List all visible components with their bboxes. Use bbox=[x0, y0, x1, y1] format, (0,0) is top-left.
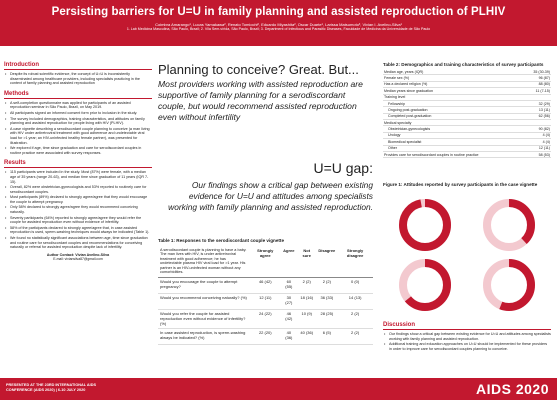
table-cell: 28 (25) bbox=[316, 309, 337, 328]
results-heading: Results bbox=[4, 160, 152, 168]
aids-2020-logo: AIDS 2020 bbox=[476, 381, 549, 397]
row-label: Ongoing post-graduation bbox=[383, 107, 524, 113]
table-cell: 12 (11) bbox=[250, 293, 281, 309]
table-cell: 14 (13) bbox=[337, 293, 373, 309]
results-list bbox=[4, 170, 152, 250]
table-row bbox=[158, 277, 373, 293]
table-cell: 46 (42) bbox=[250, 277, 281, 293]
author-contact: Author Contact: Vivian Avelino-Silva bbox=[46, 252, 110, 257]
author-list: Coimbra Amarango¹, Lucas Yamakawa², Renato Tomiochi², Eduardo Miyashita², Oscar Duarte¹, Larissa Matsumoto³, Vivian I. Avelino-Silva¹ bbox=[155, 22, 402, 27]
column-header: Not sure bbox=[297, 246, 316, 277]
results-section bbox=[4, 160, 152, 261]
affiliations: 1. Lab Medicina Masculina, São Paulo, Brazil; 2. Vila Sem-vírida, São Paulo, Brazil; 3. Department of Infectious and Parasitic Diseases, Faculdade de Medicina da Universidade de São Paulo bbox=[126, 27, 431, 31]
table2-title: Table 2: Demographics and training characteristics of survey participants bbox=[383, 62, 544, 67]
responses-table bbox=[158, 246, 373, 345]
row-value: 90 (82) bbox=[524, 126, 551, 132]
list-item: • Most participants (89%) declared to strongly agree/agree that they would encourage the couple to attempt pregnancy. bbox=[10, 195, 152, 204]
row-value: 88 (80) bbox=[524, 81, 551, 87]
table-cell: 2 (2) bbox=[337, 328, 373, 344]
methods-list bbox=[4, 101, 152, 156]
row-label: Median age, years (IQR) bbox=[383, 69, 524, 75]
gap-heading: U=U gap: bbox=[313, 160, 373, 176]
table-cell: 6 (5) bbox=[316, 328, 337, 344]
question-cell: In case assisted reproduction, is sperm-washing always be indicated? (%) bbox=[158, 328, 250, 344]
row-value: 32 (29) bbox=[524, 100, 551, 106]
right-column bbox=[383, 62, 551, 158]
table-cell: 22 (20) bbox=[250, 328, 281, 344]
list-item: • We found no statistically significant associations between age, time since graduation and routine care for serodiscordant couples and recommendations for conceiving naturally or referral for assisted reproduction despite lack of infertility. bbox=[10, 236, 152, 250]
table1-title: Table 1: Responses to the serodiscordant couple vignette bbox=[158, 238, 285, 243]
row-label: Other bbox=[383, 145, 524, 151]
table-row bbox=[158, 309, 373, 328]
row-value: 96 (87) bbox=[524, 75, 551, 81]
row-value: 11 (7-15) bbox=[524, 88, 551, 94]
column-header: Strongly agree bbox=[250, 246, 281, 277]
donut-segment bbox=[403, 203, 447, 247]
row-label: Female sex (%) bbox=[383, 75, 524, 81]
poster-footer bbox=[0, 378, 557, 400]
row-label: Has a declared religion (%) bbox=[383, 81, 524, 87]
figure1-donut-charts bbox=[383, 195, 551, 315]
conference-note: PRESENTED AT THE 23RD INTERNATIONAL AIDS CONFERENCE (AIDS 2020) | 6-10 JULY 2020 bbox=[6, 383, 97, 392]
table-row bbox=[158, 246, 373, 277]
row-label: Medical specialty bbox=[383, 120, 524, 126]
author-email[interactable]: E-mail: viviansilva87@gmail.com bbox=[53, 256, 103, 261]
discussion-heading: Discussion bbox=[383, 322, 551, 330]
row-value: 12 (11) bbox=[524, 145, 551, 151]
list-item: • Our findings show a critical gap between existing evidence for U=U and attitudes among specialists working with family planning and assisted reproduction. bbox=[389, 332, 551, 341]
row-label: Obstetrician-gynecologists bbox=[383, 126, 524, 132]
introduction-list bbox=[4, 72, 152, 86]
table-cell: 2 (2) bbox=[337, 309, 373, 328]
row-value: 13 (11) bbox=[524, 107, 551, 113]
question-cell: Would you recommend conceiving naturally? (%) bbox=[158, 293, 250, 309]
column-header: Strongly disagree bbox=[337, 246, 373, 277]
discussion-section bbox=[383, 322, 551, 352]
row-label: Training level bbox=[383, 94, 524, 100]
table-cell: 60 (55) bbox=[281, 277, 298, 293]
demographics-table bbox=[383, 69, 551, 158]
poster-title: Persisting barriers for U=U in family planning and assisted reproduction of PLHIV bbox=[51, 6, 506, 18]
list-item: • Additional training and education approaches on U=U should be implemented for these providers in order to improve care for serodiscordant couples planning to conceive. bbox=[389, 342, 551, 351]
list-item: • A case vignette describing a serodiscordant couple planning to conceive (a man living with HIV under antiretroviral treatment with good adherence and undetectable viral load for >1 year; an HIV-uninfected healthy female partner), was presented for illustration. bbox=[10, 127, 152, 145]
table-cell: 0 (0) bbox=[337, 277, 373, 293]
methods-section bbox=[4, 91, 152, 156]
question-cell: Would you refer the couple for assisted reproduction even without evidence of infertility? (%) bbox=[158, 309, 250, 328]
row-label: Completed post-graduation bbox=[383, 113, 524, 119]
row-value: 58 (53) bbox=[524, 151, 551, 157]
methods-heading: Methods bbox=[4, 91, 152, 99]
list-item: • 115 participants were included in the study. Most (87%) were female, with a median age of 35 years (range 20-63), and median time since graduation of 11 years (IQR 7-15). bbox=[10, 170, 152, 184]
table-cell: 46 (42) bbox=[281, 309, 298, 328]
figure1-title: Figure 1: Attitudes reported by survey participants in the case vignette bbox=[383, 182, 538, 187]
table-cell: 18 (16) bbox=[297, 293, 316, 309]
row-value: 4 (4) bbox=[524, 139, 551, 145]
list-item: • All participants signed an informed consent form prior to inclusion in the study. bbox=[10, 111, 152, 116]
left-column bbox=[4, 62, 152, 266]
row-value: 35 (30-39) bbox=[524, 69, 551, 75]
table-cell: 40 (36) bbox=[281, 328, 298, 344]
list-item: • We explored if age, time since graduation and care for serodiscordant couples in routine practice were associated with survey responses. bbox=[10, 146, 152, 155]
row-label: Provides care for serodiscordant couples in routine practice bbox=[383, 151, 524, 157]
list-item: • 58% of the participants declared to strongly agree/agree that, in case assisted reproduction is used, sperm-washing techniques would always be indicated (Table 1). bbox=[10, 226, 152, 235]
table-cell: 2 (2) bbox=[297, 277, 316, 293]
list-item: • The survey included demographics, training characteristics, and attitudes on family planning and assisted reproduction for people living with HIV (PLHIV). bbox=[10, 117, 152, 126]
row-value: 4 (4) bbox=[524, 132, 551, 138]
row-label: Fellowship bbox=[383, 100, 524, 106]
gap-message: Our findings show a critical gap between existing evidence for U=U and attitudes among specialists working with family planning and assisted reproduction. bbox=[168, 180, 373, 212]
list-item: • Overall, 82% were obstetrician-gynecologists and 53% reported to routinely care for serodiscordant couples. bbox=[10, 185, 152, 194]
table-cell: 10 (9) bbox=[297, 309, 316, 328]
introduction-section bbox=[4, 62, 152, 86]
table-cell: 2 (2) bbox=[316, 277, 337, 293]
vignette-text: A serodiscordant couple is planning to have a baby. The man lives with HIV, is under antiretroviral treatment with good adherence; he has undetectable plasma HIV viral load for >1 year. His partner is an HIV-uninfected woman without any comorbidities. bbox=[158, 246, 250, 277]
table-cell: 24 (22) bbox=[250, 309, 281, 328]
poster-header bbox=[0, 0, 557, 46]
table-row bbox=[383, 151, 551, 157]
discussion-list bbox=[383, 332, 551, 351]
row-label: Median years since graduation bbox=[383, 88, 524, 94]
introduction-heading: Introduction bbox=[4, 62, 152, 70]
list-item: • A self-completion questionnaire was applied for participants of an assisted reproduction seminar in São Paulo, Brazil, on May 2019. bbox=[10, 101, 152, 110]
row-label: Urology bbox=[383, 132, 524, 138]
table-row bbox=[158, 328, 373, 344]
column-header: Agree bbox=[281, 246, 298, 277]
list-item: • Seventy participants (64%) reported to strongly agree/agree they would refer the couple for assisted reproduction even without evidence of infertility. bbox=[10, 216, 152, 225]
table-cell: 30 (27) bbox=[281, 293, 298, 309]
table-cell: 40 (36) bbox=[297, 328, 316, 344]
row-label: Biomedical specialist bbox=[383, 139, 524, 145]
table-cell: 36 (33) bbox=[316, 293, 337, 309]
table-row bbox=[158, 293, 373, 309]
column-header: Disagree bbox=[316, 246, 337, 277]
headline: Planning to conceive? Great. But... bbox=[158, 62, 359, 77]
row-value: 62 (56) bbox=[524, 113, 551, 119]
list-item: • Despite its robust scientific evidence, the concept of U=U is inconsistently disseminated among healthcare providers, including specialists practicing in the context of family planning and assisted reproduction bbox=[10, 72, 152, 86]
question-cell: Would you encourage the couple to attempt pregnancy? bbox=[158, 277, 250, 293]
key-message-block bbox=[158, 62, 373, 123]
key-message: Most providers working with assisted reproduction are supportive of family planning for a serodiscordant couple, but would recommend assisted reproduction even without infertility bbox=[158, 79, 363, 122]
list-item: • Only 58% declared to strongly agree/agree they would recommend conceiving naturally. bbox=[10, 205, 152, 214]
